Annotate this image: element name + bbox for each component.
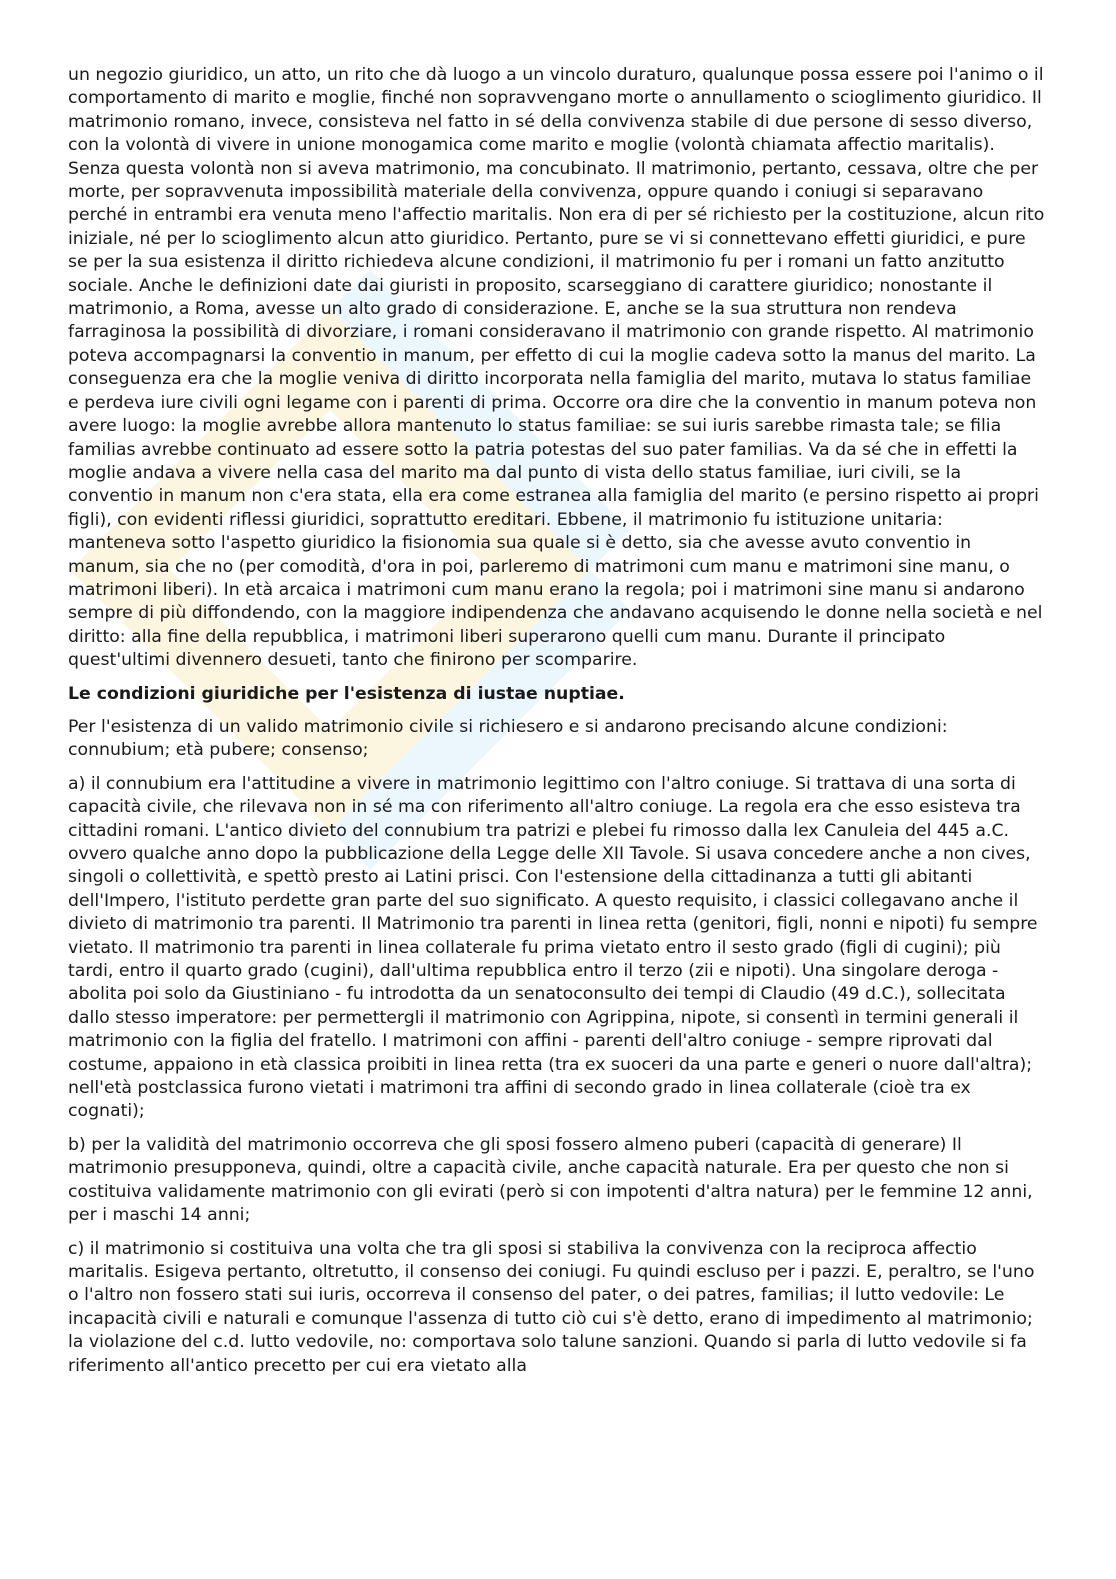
paragraph-a: a) il connubium era l'attitudine a vivere in matrimonio legittimo con l'altro coniuge. Si trattava di una sorta di capacità civile, che rilevava non in sé ma con riferimento all'altro coniuge. La regola era che esso esisteva tra cittadini romani. L'antico divieto del connubium tra patrizi e plebei fu rimosso dalla lex Canuleia del 445 a.C. ovvero qualche anno dopo la pubblicazione della Legge delle XII Tavole. Si usava concedere anche a non cives, singoli o collettività, e spettò presto ai Latini prisci. Con l'estensione della cittadinanza a tutti gli abitanti dell'Impero, l'istituto perdette gran parte del suo significato. A questo requisito, i classici collegavano anche il divieto di matrimonio tra parenti. Il Matrimonio tra parenti in linea retta (genitori, figli, nonni e nipoti) fu sempre vietato. Il matrimonio tra parenti in linea collaterale fu prima vietato entro il sesto grado (figli di cugini); più tardi, entro il quarto grado (cugini), dall'ultima repubblica entro il terzo (zii e nipoti). Una singolare deroga - abolita poi solo da Giustiniano - fu introdotta da un senatoconsulto dei tempi di Claudio (49 d.C.), sollecitata dallo stesso imperatore: per permettergli il matrimonio con Agrippina, nipote, si consentì in termini generali il matrimonio con la figlia del fratello. I matrimoni con affini - parenti dell'altro coniuge - sempre riprovati dal costume, appaiono in età classica proibiti in linea retta (tra ex suoceri da una parte e generi o nuore dall'altra); nell'età postclassica furono vietati i matrimoni tra affini di secondo grado in linea collaterale (cioè tra ex cognati); [68, 773, 1038, 1122]
section-heading: Le condizioni giuridiche per l'esistenza di iustae nuptiae. [68, 683, 625, 704]
paragraph-b: b) per la validità del matrimonio occorreva che gli sposi fossero almeno puberi (capacità di generare) Il matrimonio presupponeva, quindi, oltre a capacità civile, anche capacità naturale. Era per questo che non si costituiva validamente matrimonio con gli evirati (però si con impotenti d'altra natura) per le femmine 12 anni, per i maschi 14 anni; [68, 1134, 1033, 1226]
intro-paragraph: un negozio giuridico, un atto, un rito che dà luogo a un vincolo duraturo, qualunque possa essere poi l'animo o il comportamento di marito e moglie, finché non sopravvengano morte o annullamento o scioglimento giuridico. Il matrimonio romano, invece, consisteva nel fatto in sé della convivenza stabile di due persone di sesso diverso, con la volontà di vivere in unione monogamica come marito e moglie (volontà chiamata affectio maritalis). Senza questa volontà non si aveva matrimonio, ma concubinato. Il matrimonio, pertanto, cessava, oltre che per morte, per sopravvenuta impossibilità materiale della convivenza, oppure quando i coniugi si separavano perché in entrambi era venuta meno l'affectio maritalis. Non era di per sé richiesto per la costituzione, alcun rito iniziale, né per lo scioglimento alcun atto giuridico. Pertanto, pure se vi si connettevano effetti giuridici, e pure se per la sua esistenza il diritto richiedeva alcune condizioni, il matrimonio fu per i romani un fatto anzitutto sociale. Anche le definizioni date dai giuristi in proposito, scarseggiano di carattere giuridico; nonostante il matrimonio, a Roma, avesse un alto grado di considerazione. E, anche se la sua struttura non rendeva farraginosa la possibilità di divorziare, i romani consideravano il matrimonio con grande rispetto. Al matrimonio poteva accompagnarsi la conventio in manum, per effetto di cui la moglie cadeva sotto la manus del marito. La conseguenza era che la moglie veniva di diritto incorporata nella famiglia del marito, mutava lo status familiae e perdeva iure civili ogni legame con i parenti di prima. Occorre ora dire che la conventio in manum poteva non avere luogo: la moglie avrebbe allora mantenuto lo status familiae: se sui iuris sarebbe rimasta tale; se filia familias avrebbe continuato ad essere sotto la patria potestas del suo pater familias. Va da sé che in effetti la moglie andava a vivere nella casa del marito ma dal punto di vista dello status familiae, iuri civili, se la conventio in manum non c'era stata, ella era come estranea alla famiglia del marito (e persino rispetto ai propri figli), con evidenti riflessi giuridici, soprattutto ereditari. Ebbene, il matrimonio fu istituzione unitaria: manteneva sotto l'aspetto giuridico la fisionomia sua quale si è detto, sia che avesse avuto conventio in manum, sia che no (per comodità, d'ora in poi, parleremo di matrimoni cum manu e matrimoni sine manu, o matrimoni liberi). In età arcaica i matrimoni cum manu erano la regola; poi i matrimoni sine manu si andarono sempre di più diffondendo, con la maggiore indipendenza che andavano acquisendo le donne nella società e nel diritto: alla fine della repubblica, i matrimoni liberi superarono quelli cum manu. Durante il principato quest'ultimi divennero desueti, tanto che finirono per scomparire. [68, 65, 1045, 671]
document-body [68, 64, 1046, 1388]
lead-paragraph: Per l'esistenza di un valido matrimonio civile si richiesero e si andarono precisando alcune condizioni: connubium; età pubere; consenso; [68, 716, 948, 761]
paragraph-c: c) il matrimonio si costituiva una volta che tra gli sposi si stabiliva la convivenza con la reciproca affectio maritalis. Esigeva pertanto, oltretutto, il consenso dei coniugi. Fu quindi escluso per i pazzi. E, peraltro, se l'uno o l'altro non fossero stati sui iuris, occorreva il consenso del pater, o dei patres, familias; il lutto vedovile: Le incapacità civili e naturali e comunque l'assenza di tutto ciò cui s'è detto, erano di impedimento al matrimonio; la violazione del c.d. lutto vedovile, no: comportava solo talune sanzioni. Quando si parla di lutto vedovile si fa riferimento all'antico precetto per cui era vietato alla [68, 1238, 1035, 1376]
